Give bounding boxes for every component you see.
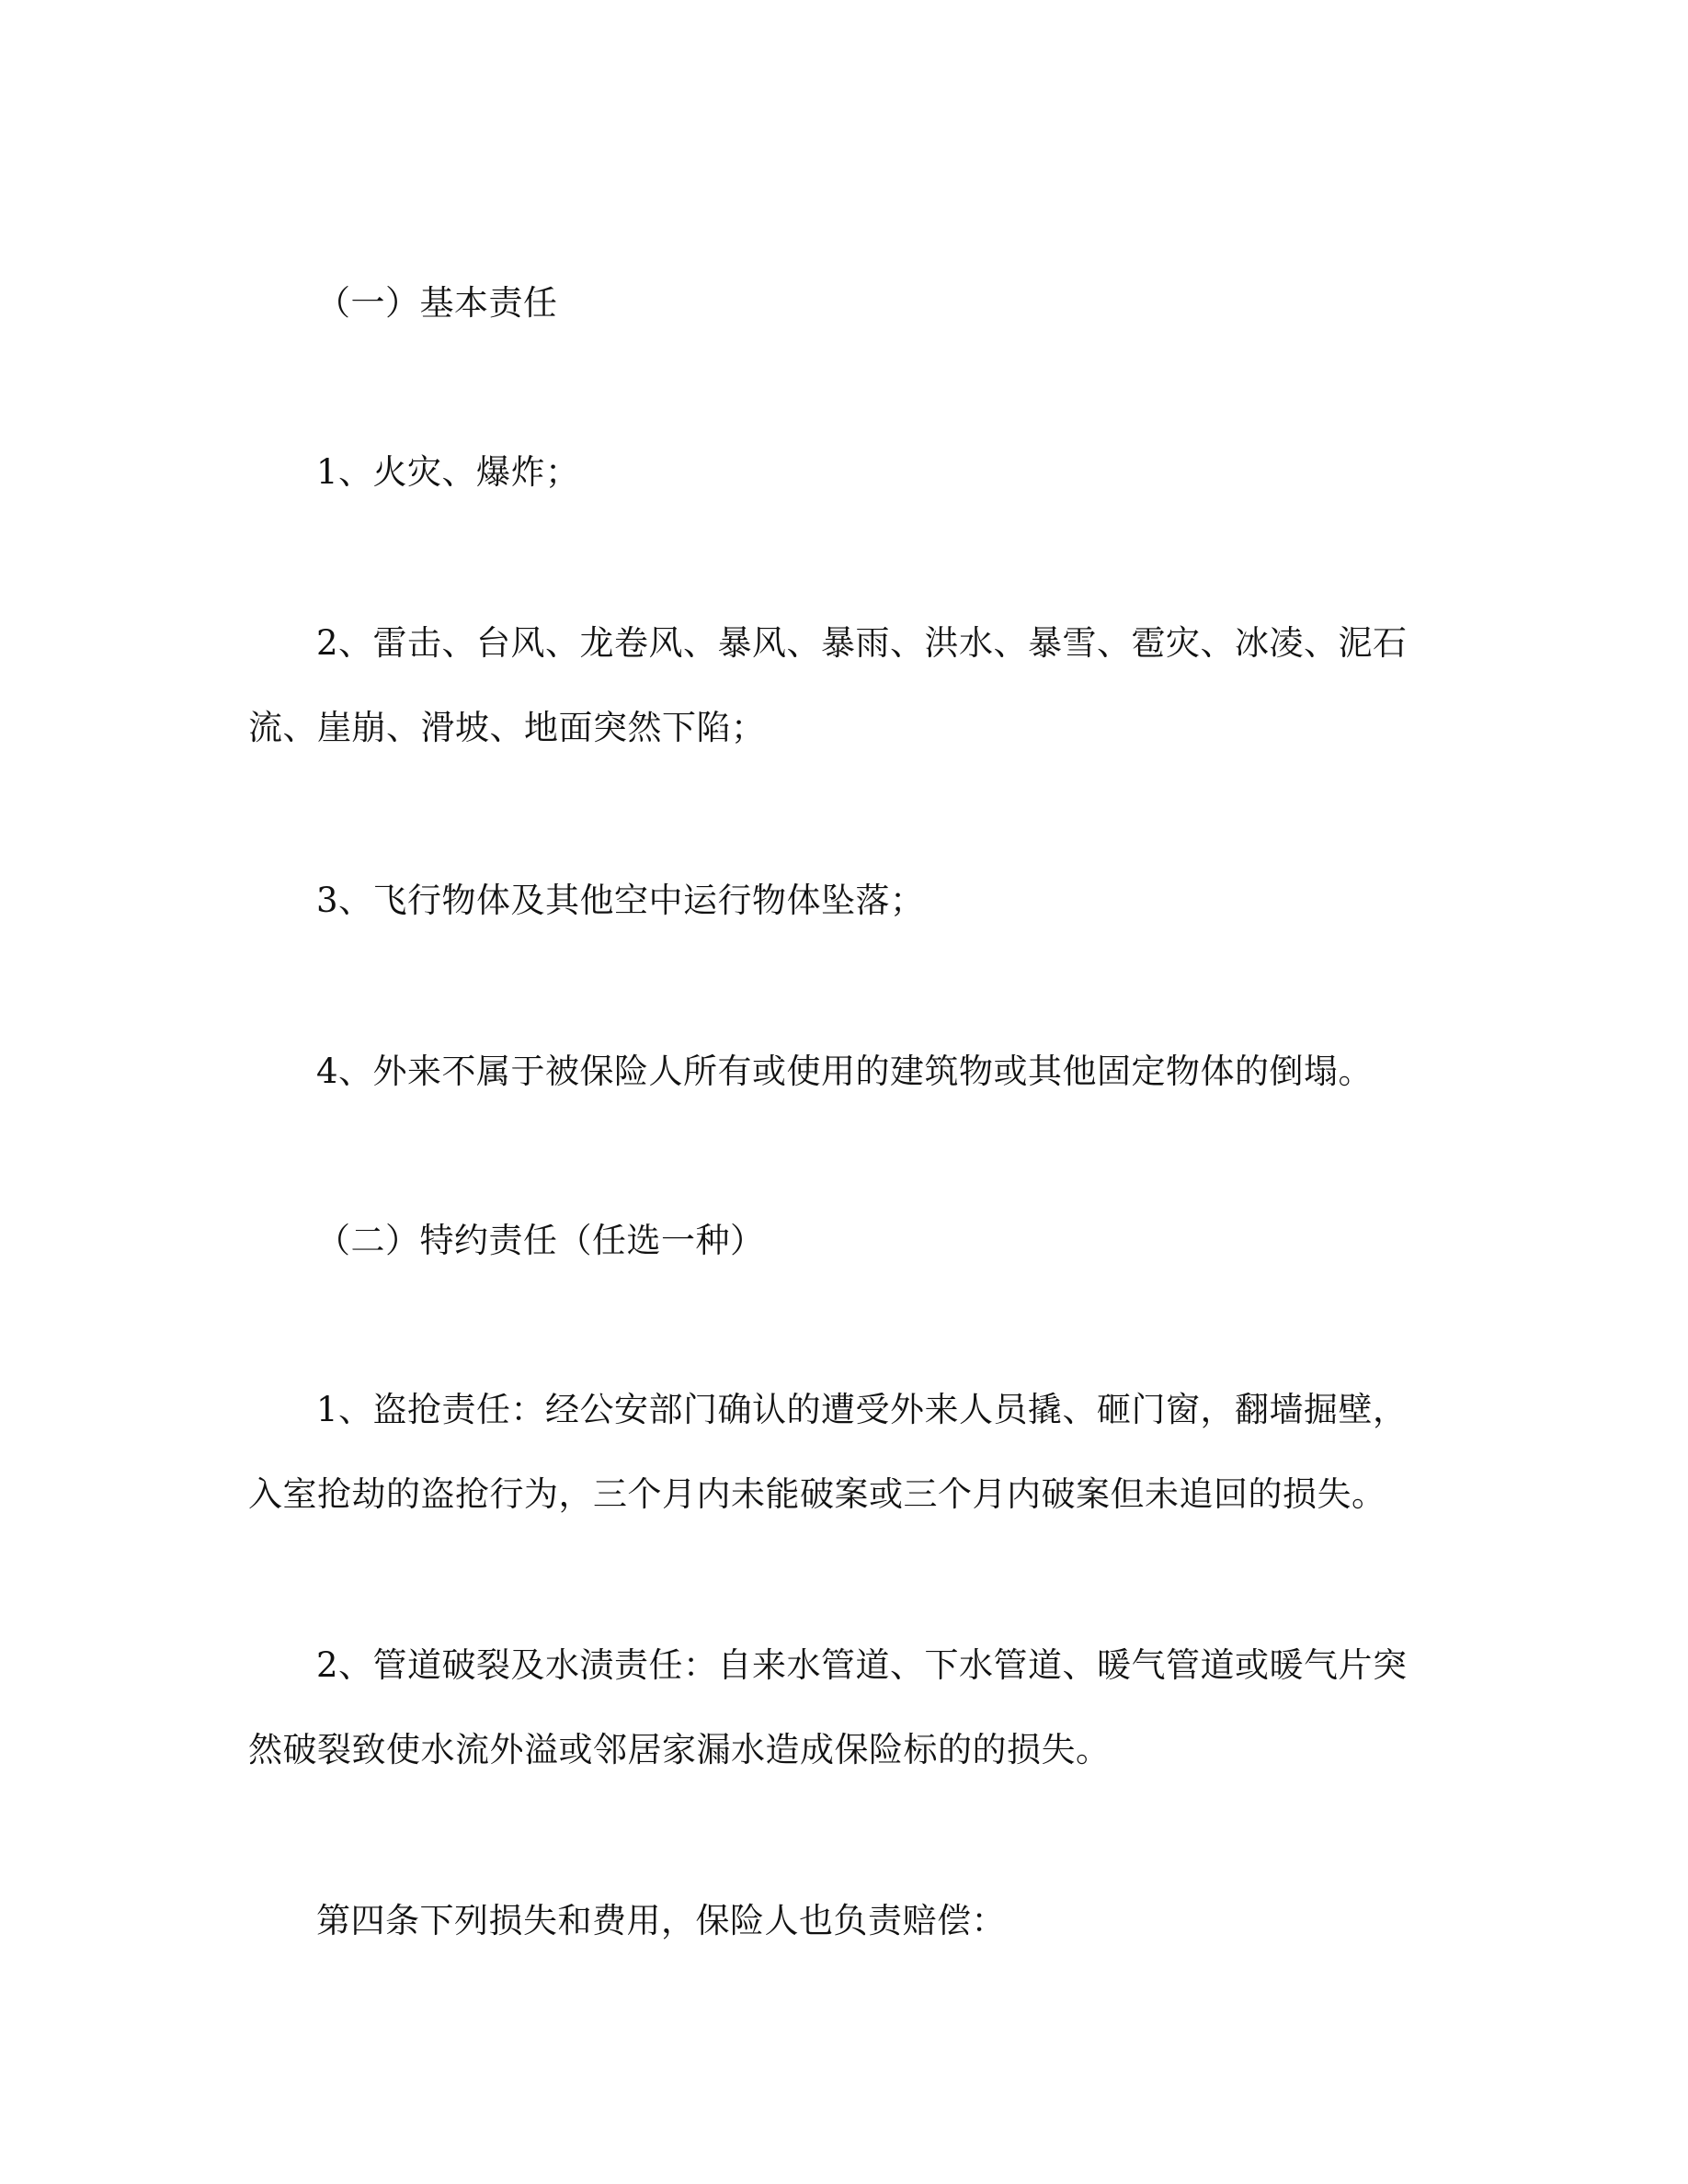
list-item-building-collapse: 4、外来不属于被保险人所有或使用的建筑物或其他固定物体的倒塌。 (316, 1052, 1374, 1091)
list-item-fire-explosion: 1、火灾、爆炸； (316, 452, 580, 492)
list-item-natural-disasters: 2、雷击、台风、龙卷风、暴风、暴雨、洪水、暴雪、雹灾、冰凌、泥石流、崖崩、滑坡、地面突然下陷； (248, 623, 1408, 747)
list-item-falling-objects: 3、飞行物体及其他空中运行物体坠落； (316, 881, 925, 920)
article-four-heading: 第四条下列损失和费用，保险人也负责赔偿： (316, 1901, 1006, 1940)
list-item-theft-liability: 1、盗抢责任：经公安部门确认的遭受外来人员撬、砸门窗，翻墙掘壁，入室抢劫的盗抢行为，三个月内未能破案或三个月内破案但未追回的损失。 (248, 1390, 1408, 1514)
list-item-pipe-burst-liability: 2、管道破裂及水渍责任：自来水管道、下水管道、暖气管道或暖气片突然破裂致使水流外溢或邻居家漏水造成保险标的的损失。 (248, 1645, 1408, 1769)
section-heading-basic-liability: （一）基本责任 (316, 283, 558, 323)
section-heading-special-liability: （二）特约责任（任选一种） (316, 1221, 765, 1260)
